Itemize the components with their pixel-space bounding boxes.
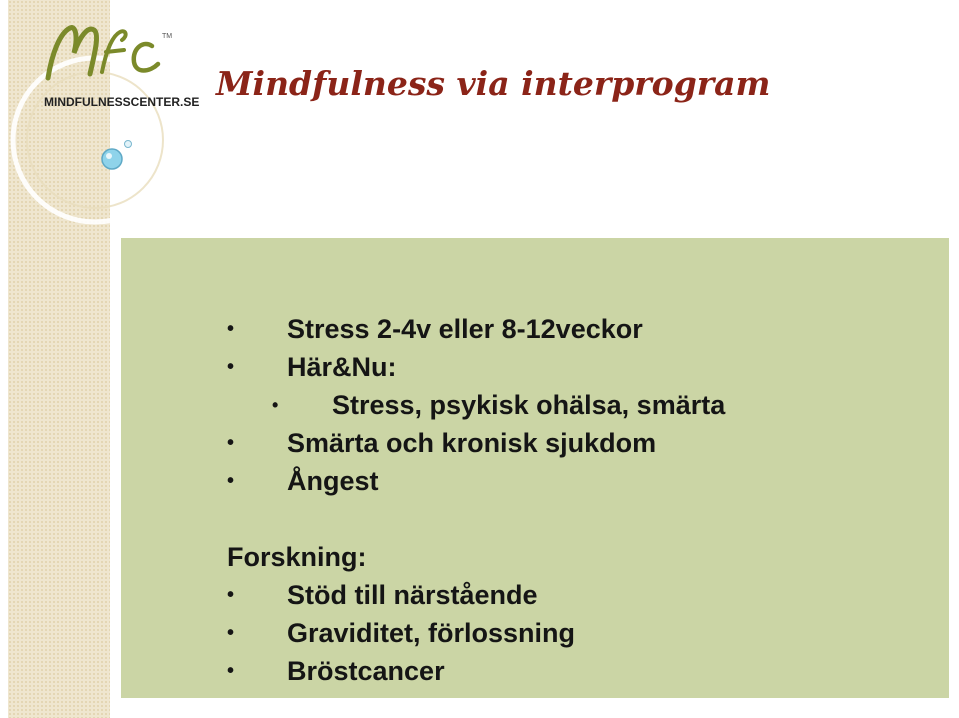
list-item-text: Stöd till närstående bbox=[287, 580, 538, 610]
bullet-list bbox=[121, 238, 949, 698]
bullet-icon: • bbox=[227, 660, 235, 682]
list-item bbox=[227, 427, 657, 459]
bullet-icon: • bbox=[227, 318, 235, 340]
bullet-icon: • bbox=[227, 584, 235, 606]
list-item bbox=[227, 579, 538, 611]
svg-text:TM: TM bbox=[162, 33, 173, 40]
bullet-icon: • bbox=[227, 622, 235, 644]
logo-icon bbox=[40, 8, 240, 108]
list-item bbox=[227, 617, 576, 649]
list-item-text: Graviditet, förlossning bbox=[287, 618, 576, 648]
research-heading: Forskning: bbox=[227, 542, 367, 572]
list-item bbox=[227, 465, 379, 497]
list-item bbox=[227, 655, 445, 687]
list-item-text: Här&Nu: bbox=[287, 352, 397, 382]
list-item bbox=[227, 351, 397, 383]
list-item-sub bbox=[272, 389, 726, 421]
bubble-icon bbox=[102, 149, 122, 169]
list-item-text: Ångest bbox=[287, 466, 379, 496]
bullet-icon: • bbox=[227, 356, 235, 378]
slide-title: Mindfulness via interprogram bbox=[216, 64, 771, 103]
small-bubble-icon bbox=[125, 141, 132, 148]
list-item-text: Smärta och kronisk sjukdom bbox=[287, 428, 657, 458]
list-item-text: Stress, psykisk ohälsa, smärta bbox=[332, 390, 726, 420]
bullet-icon: • bbox=[272, 395, 279, 415]
list-item-text: Bröstcancer bbox=[287, 656, 445, 686]
list-item-text: Stress 2-4v eller 8-12veckor bbox=[287, 314, 643, 344]
content-panel bbox=[121, 238, 949, 698]
bullet-icon: • bbox=[227, 470, 235, 492]
bullet-icon: • bbox=[227, 432, 235, 454]
logo-text: MINDFULNESSCENTER.SE bbox=[44, 95, 200, 109]
list-item bbox=[227, 313, 643, 345]
